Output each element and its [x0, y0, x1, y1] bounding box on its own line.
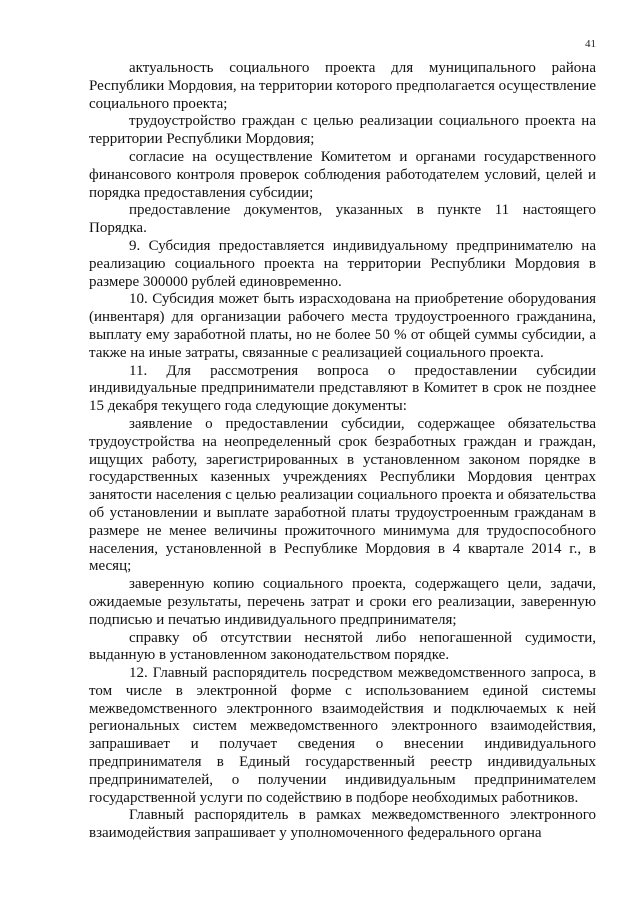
paragraph-documents: предоставление документов, указанных в пункте 11 настоящего Порядка. — [89, 202, 596, 237]
paragraph-relevance: актуальность социального проекта для муниципального района Республики Мордовия, на территории которого предполагается осуществление социального проекта; — [89, 60, 596, 112]
paragraph-item-10: 10. Субсидия может быть израсходована на приобретение оборудования (инвентаря) для организации рабочего места трудоустроенного гражданина, выплату ему заработной платы, но не более 50 % от общей суммы субсидии, а также на иные затраты, связанные с реализацией социального проекта. — [89, 291, 596, 361]
paragraph-employment: трудоустройство граждан с целью реализации социального проекта на территории Республики Мордовия; — [89, 113, 596, 148]
paragraph-federal-request: Главный распорядитель в рамках межведомственного электронного взаимодействия запрашивает у уполномоченного федерального органа — [89, 807, 596, 842]
page-number: 41 — [585, 38, 596, 50]
paragraph-application: заявление о предоставлении субсидии, содержащее обязательства трудоустройства на неопределенный срок безработных граждан и граждан, ищущих работу, зарегистрированных в установленном законом порядке в государственных казенных учреждениях Республики Мордовия центрах занятости населения с целью реализации социального проекта и обязательства об установлении и выплате заработной платы трудоустроенным гражданам в размере не менее величины прожиточного минимума для трудоспособного населения, установленной в Республике Мордовия в 4 квартале 2014 г., в месяц; — [89, 415, 596, 575]
paragraph-consent: согласие на осуществление Комитетом и органами государственного финансового контроля проверок соблюдения работодателем условий, целей и порядка предоставления субсидии; — [89, 148, 596, 201]
paragraph-item-9: 9. Субсидия предоставляется индивидуальному предпринимателю на реализацию социального проекта на территории Республики Мордовия в размере 300000 рублей единовременно. — [89, 237, 596, 290]
paragraph-project-copy: заверенную копию социального проекта, содержащего цели, задачи, ожидаемые результаты, перечень затрат и сроки его реализации, заверенную подписью и печатью индивидуального предпринимателя; — [89, 576, 596, 628]
paragraph-item-11: 11. Для рассмотрения вопроса о предоставлении субсидии индивидуальные предприниматели представляют в Комитет в срок не позднее 15 декабря текущего года следующие документы: — [89, 362, 596, 415]
paragraph-criminal-record: справку об отсутствии неснятой либо непогашенной судимости, выданную в установленном законодательством порядке. — [89, 629, 596, 664]
document-body — [89, 60, 596, 843]
paragraph-item-12: 12. Главный распорядитель посредством межведомственного запроса, в том числе в электронной форме с использованием единой системы межведомственного электронного взаимодействия и подключаемых к ней региональных систем межведомственного электронного взаимодействия, запрашивает и получает сведения о внесении индивидуального предпринимателя в Единый государственный реестр индивидуальных предпринимателей, о получении индивидуальным предпринимателем государственной услуги по содействию в подборе необходимых работников. — [89, 665, 596, 806]
